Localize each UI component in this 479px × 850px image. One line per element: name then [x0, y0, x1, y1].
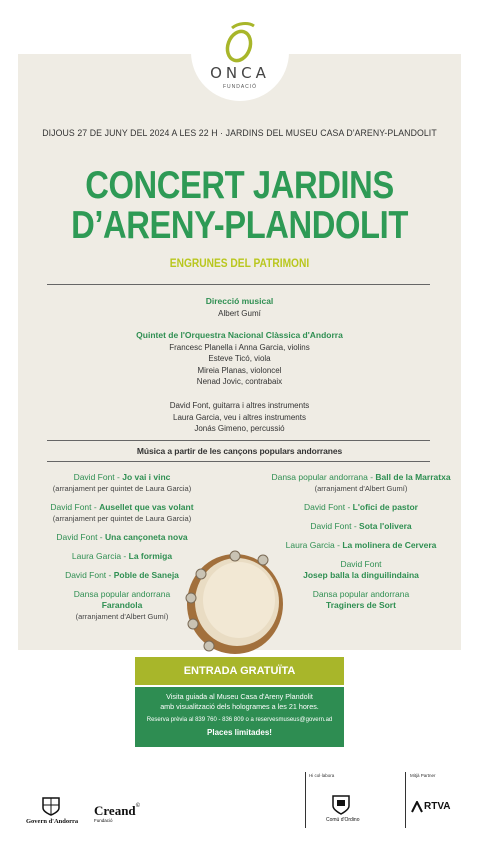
program-item: David Font - Poble de Saneja: [65, 570, 179, 580]
program-item: David Font Josep balla la dinguilindaina: [303, 559, 419, 580]
rtva-label: RTVA: [424, 801, 451, 812]
program-item: David Font - Ausellet que vas volant (arranjament per quintet de Laura Garcia): [50, 502, 194, 523]
divider-mid: [47, 440, 430, 441]
program-item: David Font - Sota l'olivera: [310, 521, 412, 531]
media-partner-label: Mitjà Partner: [410, 773, 436, 778]
program-right-column: [261, 472, 461, 619]
program-item: Dansa popular andorrana Traginers de Sort: [312, 589, 410, 610]
logo-subtitle: FUNDACIÓ: [222, 84, 258, 90]
govern-andorra-label: Govern d'Andorra: [26, 818, 79, 825]
quintet-member: Mireia Planas, violoncel: [197, 365, 282, 375]
tambourine-icon: [179, 546, 287, 658]
collaborator-label: Hi col·labora: [309, 773, 335, 778]
footer-separator: [305, 772, 306, 828]
govern-andorra-crest-icon: [40, 796, 62, 816]
quintet-member: Francesc Planella i Anna Garcia, violins: [169, 342, 310, 352]
comu-ordino-crest-icon: [330, 793, 352, 815]
program-item: Laura Garcia - La molinera de Cervera: [285, 540, 437, 550]
creand-sub: Fundació: [94, 818, 113, 823]
rtva-logo-icon: [411, 801, 423, 813]
program-item: Laura Garcia - La formiga: [71, 551, 173, 561]
program-item: David Font - L'ofici de pastor: [304, 502, 418, 512]
program-item: Dansa popular andorrana Farandola (arranjament d'Albert Gumí): [73, 589, 171, 621]
credits-others: [18, 400, 461, 435]
credits-direction: [18, 296, 461, 319]
subtitle: ENGRUNES DEL PATRIMONI: [169, 256, 310, 270]
divider-program: [47, 461, 430, 462]
visit-line: Visita guiada al Museu Casa d'Areny Plandolit: [166, 692, 313, 701]
direction-heading: Direcció musical: [205, 296, 274, 306]
quintet-heading: Quintet de l'Orquestra Nacional Clàssica d'Andorra: [136, 330, 343, 340]
event-dateline: DIJOUS 27 DE JUNY DEL 2024 A LES 22 H · JARDINS DEL MUSEU CASA D'ARENY-PLANDOLIT: [42, 128, 437, 139]
quintet-member: Esteve Ticó, viola: [208, 354, 271, 363]
title-line-1: CONCERT JARDINS: [85, 164, 394, 207]
musician: David Font, guitarra i altres instruments: [169, 401, 310, 410]
logo-wordmark: ONCA: [210, 64, 270, 82]
limited-places: Places limitades!: [207, 728, 272, 737]
creand-logo: Creand©: [94, 803, 141, 818]
program-item: David Font - Una cançoneta nova: [56, 532, 188, 542]
reservation-info: Reserva prèvia al 839 760 - 836 809 o a reservesmuseus@govern.ad: [146, 717, 333, 723]
visit-line: amb visualització dels hologrames a les 21 hores.: [160, 702, 319, 711]
quintet-member: Nenad Jovic, contrabaix: [196, 377, 283, 386]
program-item: David Font - Jo vai i vinc (arranjament per quintet de Laura Garcia): [52, 472, 192, 493]
musician: Laura Garcia, veu i altres instruments: [173, 412, 306, 422]
free-entry-banner: ENTRADA GRATUÏTA: [135, 657, 344, 685]
divider-top: [47, 284, 430, 285]
director-name: Albert Gumí: [218, 308, 261, 318]
title-line-2: D’ARENY-PLANDOLIT: [71, 204, 408, 247]
program-heading: Música a partir de les cançons populars andorranes: [136, 446, 343, 456]
onca-logo-icon: [218, 22, 260, 66]
musician: Jonás Gimeno, percussió: [194, 424, 285, 433]
program-item: Dansa popular andorrana - Ball de la Marratxa (arranjament d'Albert Gumí): [271, 472, 451, 493]
credits-quintet: [18, 330, 461, 388]
guided-visit-box: [135, 687, 344, 747]
footer-separator: [405, 772, 406, 828]
comu-ordino-label: Comú d'Ordino: [326, 817, 360, 823]
